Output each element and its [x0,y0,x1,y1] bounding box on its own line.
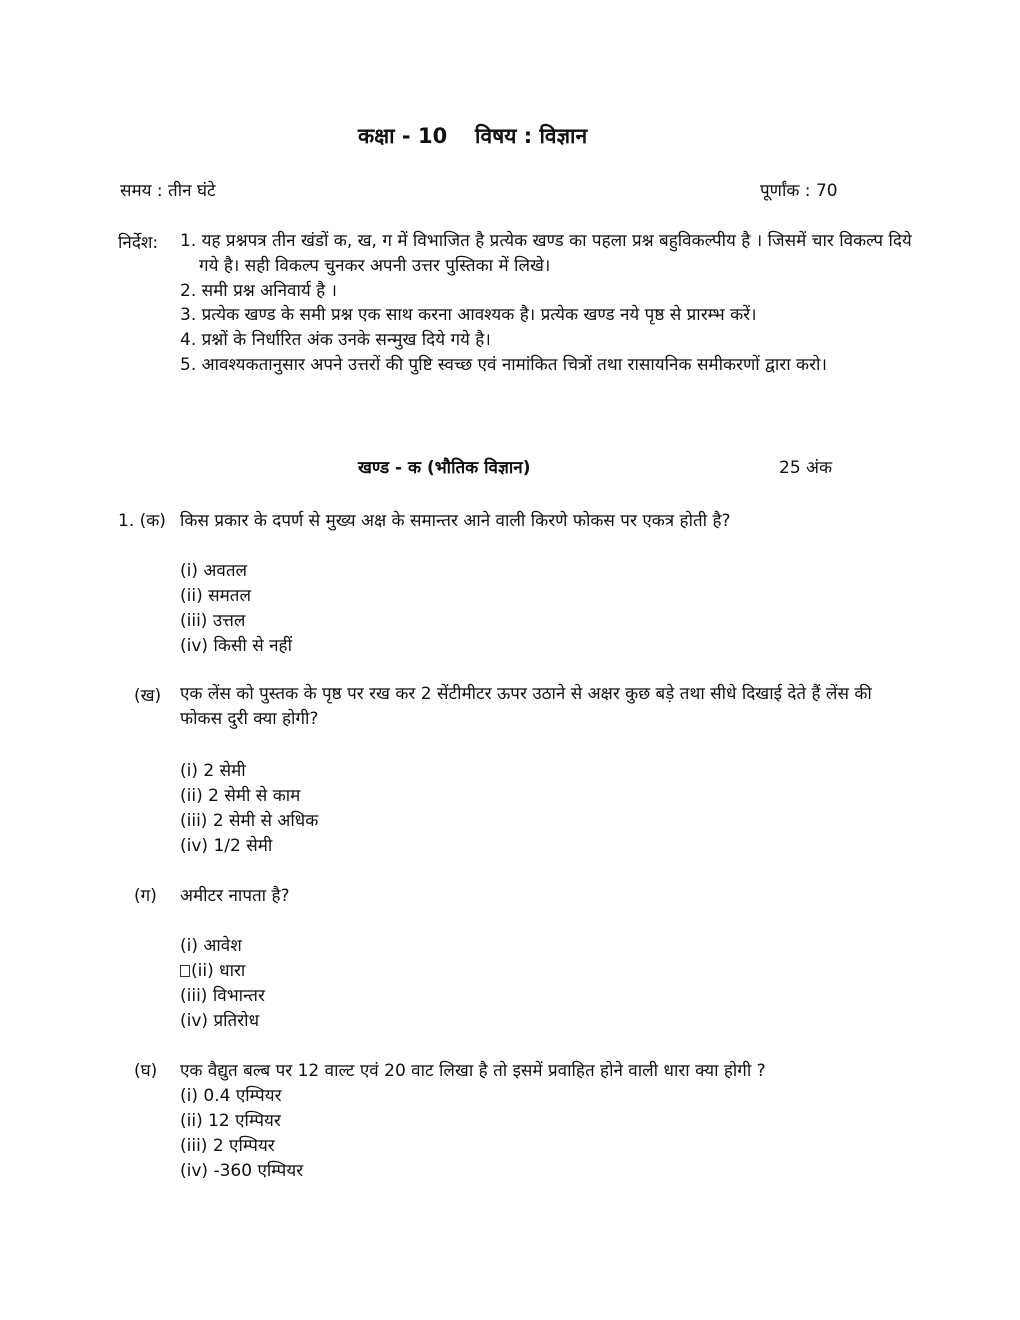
time-label: समय : तीन घंटे [120,181,216,201]
class-label: कक्षा - 10 [358,124,448,148]
option: (i) 0.4 एम्पियर [180,1086,282,1106]
instruction-item: 1. यह प्रश्नपत्र तीन खंडों क, ख, ग में विभाजित है प्रत्येक खण्ड का पहला प्रश्न बहुविकल्पीय है । जिसमें चार विकल्प दिये गये है। सही विकल्प चुनकर अपनी उत्तर पुस्तिका में लिखे। [180,231,912,276]
question-label: (घ) [134,1061,158,1081]
option: (ii) समतल [180,586,251,606]
option: (iii) विभान्तर [180,986,265,1006]
question-label: (ख) [134,686,162,706]
section-marks: 25 अंक [779,458,833,478]
option: (ii) धारा [191,961,246,981]
option: (i) आवेश [180,936,242,956]
option: (iii) 2 एम्पियर [180,1136,275,1156]
option: (iii) 2 सेमी से अधिक [180,811,319,831]
instruction-item: 5. आवश्यकतानुसार अपने उत्तरों की पुष्टि स्वच्छ एवं नामांकित चित्रों तथा रासायनिक समीकरणों द्वारा करो। [180,355,827,375]
option-with-box [180,958,245,981]
option: (iv) -360 एम्पियर [180,1161,304,1181]
option: (iv) 1/2 सेमी [180,836,273,856]
question-text: एक वैद्युत बल्ब पर 12 वाल्ट एवं 20 वाट लिखा है तो इसमें प्रवाहित होने वाली धारा क्या होगी ? [180,1061,766,1081]
option: (ii) 2 सेमी से काम [180,786,301,806]
subject-label: विषय : विज्ञान [475,124,588,148]
question-text: अमीटर नापता है? [180,886,290,906]
option: (iv) प्रतिरोध [180,1011,260,1031]
section-title: खण्ड - क (भौतिक विज्ञान) [358,458,531,478]
option: (iii) उत्तल [180,611,246,631]
question-text: एक लेंस को पुस्तक के पृष्ठ पर रख कर 2 सेंटीमीटर ऊपर उठाने से अक्षर कुछ बड़े तथा सीधे दिखाई देते हैं लेंस की फोकस दुरी क्या होगी? [180,684,872,729]
option: (i) 2 सेमी [180,761,246,781]
instructions-label: निर्देश: [118,233,159,253]
option: (iv) किसी से नहीं [180,636,292,656]
instruction-item: 4. प्रश्नों के निर्धारित अंक उनके सन्मुख दिये गये है। [180,330,491,350]
question-text: किस प्रकार के दपर्ण से मुख्य अक्ष के समान्तर आने वाली किरणे फोकस पर एकत्र होती है? [180,511,731,531]
option: (i) अवतल [180,561,248,581]
instruction-item: 3. प्रत्येक खण्ड के समी प्रश्न एक साथ करना आवश्यक है। प्रत्येक खण्ड नये पृष्ठ से प्रारम्भ करें। [180,305,757,325]
placeholder-box-icon [180,965,190,977]
max-marks-label: पूर्णांक : 70 [760,181,838,201]
question-label: 1. (क) [118,511,166,531]
instruction-item: 2. समी प्रश्न अनिवार्य है । [180,281,338,301]
question-label: (ग) [134,886,157,906]
option: (ii) 12 एम्पियर [180,1111,281,1131]
